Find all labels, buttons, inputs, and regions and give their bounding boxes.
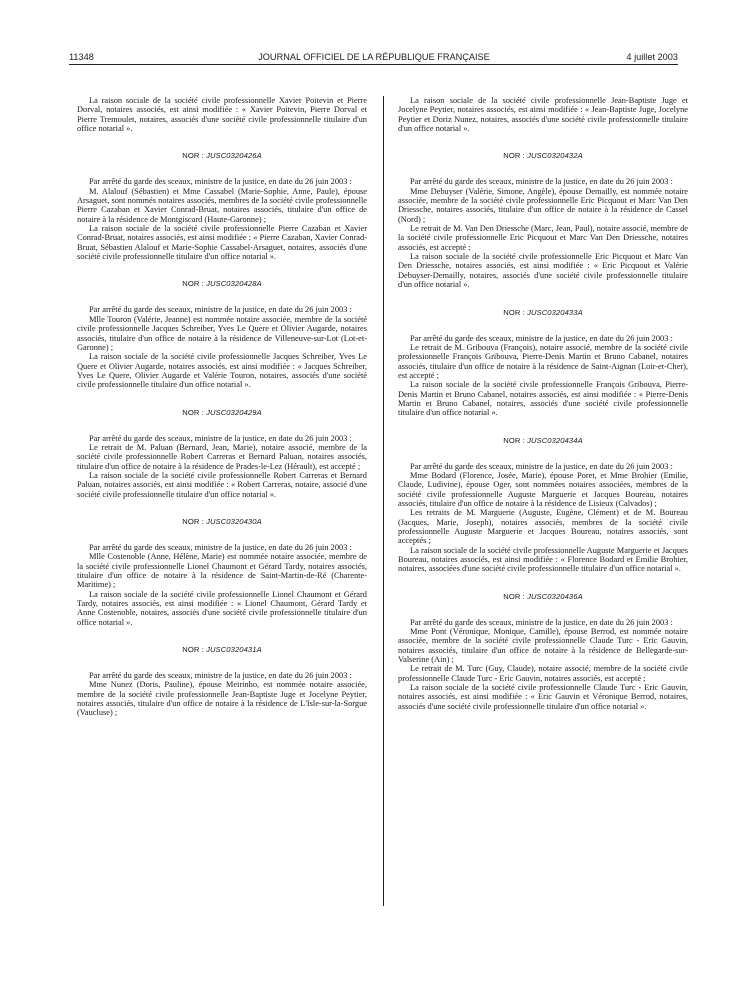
nor-reference: [398, 151, 688, 160]
header-rule: [69, 64, 678, 65]
nor-reference: [77, 408, 367, 417]
intro-paragraph: La raison sociale de la société civile professionnelle Jean-Baptiste Juge et Jocelyne Peytier, notaires associés, est ainsi modifiée : « Jean-Baptiste Juge, Jocelyne Peytier et Doriz Nunez, notaires, associés d'une société civile professionnelle titulaire d'un office notarial ».: [398, 96, 688, 134]
nor-label: NOR :: [503, 435, 525, 445]
nor-code: JUSC0320432A: [527, 151, 583, 161]
nor-code: JUSC0320431A: [206, 645, 262, 655]
decree-preamble: Par arrêté du garde des sceaux, ministre de la justice, en date du 26 juin 2003 :: [89, 542, 352, 552]
decree-section: [398, 436, 688, 574]
column-divider: [383, 96, 384, 906]
page-header: [0, 0, 748, 80]
decree-section: [77, 279, 367, 389]
nor-label: NOR :: [182, 645, 204, 655]
decree-paragraph: Mme Bodard (Florence, Josée, Marie), épouse Poret, et Mme Brohier (Emilie, Claude, Ludivine), épouse Oger, sont nommées notaires associées, membres de la société civile professionnelle Auguste Marguerie et Jacques Boureau, notaires associés, titulaire d'un office de notaire à la résidence de Lisieux (Calvados) ;: [398, 470, 688, 508]
decree-paragraph: Mlle Touron (Valérie, Jeanne) est nommée notaire associée, membre de la société civile professionnelle Jacques Schreiber, Yves Le Quere et Olivier Augarde, notaires associés, titulaire d'un office de notaire à la résidence de Villeneuve-sur-Lot (Lot-et-Garonne) ;: [77, 314, 367, 352]
right-column: [398, 96, 688, 711]
decree-paragraph: Le retrait de M. Paluan (Bernard, Jean, Marie), notaire associé, membre de la société civile professionnelle Robert Carreras et Bernard Paluan, notaires associés, titulaire d'un office de notaire à la résidence de Prades-le-Lez (Hérault), est accepté ;: [77, 442, 367, 471]
nor-reference: [77, 279, 367, 288]
decree-section: [77, 517, 367, 627]
decree-section: [398, 308, 688, 418]
decree-paragraph: Mlle Costenoble (Anne, Hélène, Marie) est nommée notaire associée, membre de la société civile professionnelle Lionel Chaumont et Gérard Tardy, notaires associés, titulaire d'un office de notaire à la résidence de Saint-Martin-de-Ré (Charente-Maritime) ;: [77, 552, 367, 590]
nor-code: JUSC0320434A: [527, 435, 583, 445]
decree-paragraph: Mme Pont (Véronique, Monique, Camille), épouse Berrod, est nommée notaire associée, membre de la société civile professionnelle Claude Turc - Eric Gauvin, notaires associés, titulaire d'un office de notaire à la résidence de Bellegarde-sur-Valserine (Ain) ;: [398, 627, 688, 665]
nor-label: NOR :: [503, 307, 525, 317]
nor-code: JUSC0320429A: [206, 407, 262, 417]
nor-reference: [398, 592, 688, 601]
decree-paragraph: Le retrait de M. Van Den Driessche (Marc, Jean, Paul), notaire associé, membre de la société civile professionnelle Eric Picquout et Marc Van Den Driessche, notaires associés, est accepté ;: [398, 224, 688, 252]
decree-preamble: Par arrêté du garde des sceaux, ministre de la justice, en date du 26 juin 2003 :: [89, 305, 352, 315]
decree-preamble: Par arrêté du garde des sceaux, ministre de la justice, en date du 26 juin 2003 :: [89, 671, 352, 681]
decree-paragraph: La raison sociale de la société civile professionnelle Lionel Chaumont et Gérard Tardy, notaires associés, est ainsi modifiée : « Lionel Chaumont, Gérard Tardy et Anne Costenoble, notaires, associés d'une société civile professionnelle titulaire d'un office notarial ».: [77, 589, 367, 627]
decree-preamble: Par arrêté du garde des sceaux, ministre de la justice, en date du 26 juin 2003 :: [410, 333, 673, 343]
nor-reference: [398, 308, 688, 317]
nor-code: JUSC0320426A: [206, 151, 262, 161]
decree-preamble: Par arrêté du garde des sceaux, ministre de la justice, en date du 26 juin 2003 :: [410, 461, 673, 471]
decree-section: [77, 151, 367, 261]
nor-code: JUSC0320430A: [206, 516, 262, 526]
nor-reference: [398, 436, 688, 445]
nor-code: JUSC0320428A: [206, 279, 262, 289]
nor-label: NOR :: [182, 407, 204, 417]
decree-paragraph: La raison sociale de la société civile professionnelle Jacques Schreiber, Yves Le Quere et Olivier Augarde, notaires associés, est ainsi modifiée : « Jacques Schreiber, Yves Le Quere, Olivier Augarde et Valérie Touron, notaires, associés d'une société civile professionnelle titulaire d'un office notarial ».: [77, 352, 367, 390]
decree-paragraph: Les retraits de M. Marguerie (Auguste, Eugène, Clément) et de M. Boureau (Jacques, Marie, Joseph), notaires associés, membres de la société civile professionnelle Auguste Marguerie et Jacques Boureau, notaires associés, sont acceptés ;: [398, 508, 688, 546]
decree-section: [77, 645, 367, 718]
nor-reference: [77, 517, 367, 526]
decree-paragraph: M. Alalouf (Sébastien) et Mme Cassabel (Marie-Sophie, Anne, Paule), épouse Arsaguet, sont nommés notaires associés, membres de la société civile professionnelle Pierre Cazaban et Xavier Conrad-Bruat, notaires associés, titulaire d'un office de notaire à la résidence de Montgiscard (Haute-Garonne) ;: [77, 186, 367, 224]
decree-preamble: Par arrêté du garde des sceaux, ministre de la justice, en date du 26 juin 2003 :: [89, 433, 352, 443]
decree-section: [398, 151, 688, 289]
nor-label: NOR :: [503, 591, 525, 601]
decree-paragraph: La raison sociale de la société civile professionnelle Robert Carreras et Bernard Paluan, notaires associés, est ainsi modifiée : « Robert Carreras, notaire, associé d'une société civile professionnelle titulaire d'un office notarial ».: [77, 470, 367, 499]
decree-paragraph: La raison sociale de la société civile professionnelle Claude Turc - Eric Gauvin, notaires associés, est ainsi modifiée : « Eric Gauvin et Véronique Berrod, notaires, associés d'une société civile professionnelle titulaire d'un office notarial ».: [398, 683, 688, 711]
nor-reference: [77, 151, 367, 160]
decree-paragraph: La raison sociale de la société civile professionnelle Pierre Cazaban et Xavier Conrad-Bruat, notaires associés, est ainsi modifiée : « Pierre Cazaban, Xavier Conrad-Bruat, Sébastien Alalouf et Marie-Sophie Cassabel-Arsaguet, notaires, associés d'une société civile professionnelle titulaire d'un office notarial ».: [77, 224, 367, 262]
nor-code: JUSC0320433A: [527, 307, 583, 317]
decree-preamble: Par arrêté du garde des sceaux, ministre de la justice, en date du 26 juin 2003 :: [89, 177, 352, 187]
journal-title: JOURNAL OFFICIEL DE LA RÉPUBLIQUE FRANÇAISE: [258, 52, 490, 62]
decree-section: [398, 592, 688, 711]
decree-paragraph: La raison sociale de la société civile professionnelle François Gribouva, Pierre-Denis Martin et Bruno Cabanel, notaires associés, est ainsi modifiée : « Pierre-Denis Martin et Bruno Cabanel, notaires, associés d'une société civile professionnelle titulaire d'un office notarial ».: [398, 380, 688, 418]
decree-paragraph: Mme Debuyser (Valérie, Simone, Angèle), épouse Demailly, est nommée notaire associée, membre de la société civile professionnelle Eric Picquout et Marc Van Den Driessche, notaires associés, titulaire d'un office de notaire à la résidence de Cassel (Nord) ;: [398, 186, 688, 224]
page-number: 11348: [69, 52, 94, 62]
left-column: [77, 96, 367, 718]
nor-label: NOR :: [182, 279, 204, 289]
nor-label: NOR :: [182, 151, 204, 161]
intro-paragraph: La raison sociale de la société civile professionnelle Xavier Poitevin et Pierre Dorval, notaires associés, est ainsi modifiée : « Xavier Poitevin, Pierre Dorval et Pierre Tremoulet, notaires, associés d'une société civile professionnelle titulaire d'un office notarial ».: [77, 96, 367, 134]
decree-paragraph: Le retrait de M. Gribouva (François), notaire associé, membre de la société civile professionnelle François Gribouva, Pierre-Denis Martin et Bruno Cabanel, notaires associés, titulaire d'un office de notaire à la résidence de Saint-Aignan (Loir-et-Cher), est accepté ;: [398, 342, 688, 380]
issue-date: 4 juillet 2003: [626, 52, 678, 62]
nor-code: JUSC0320436A: [527, 591, 583, 601]
nor-reference: [77, 645, 367, 654]
decree-paragraph: La raison sociale de la société civile professionnelle Eric Picquout et Marc Van Den Driessche, notaires associés, est ainsi modifiée : « Eric Picquout et Valérie Debuyser-Demailly, notaires, associés d'une société civile professionnelle titulaire d'un office notarial ».: [398, 252, 688, 290]
decree-section: [77, 408, 367, 499]
decree-preamble: Par arrêté du garde des sceaux, ministre de la justice, en date du 26 juin 2003 :: [410, 177, 673, 187]
decree-paragraph: Le retrait de M. Turc (Guy, Claude), notaire associé, membre de la société civile professionnelle Claude Turc - Eric Gauvin, notaires associés, est accepté ;: [398, 664, 688, 683]
nor-label: NOR :: [182, 516, 204, 526]
decree-paragraph: Mme Nunez (Doris, Pauline), épouse Meirinho, est nommée notaire associée, membre de la société civile professionnelle Jean-Baptiste Juge et Jocelyne Peytier, notaires associés, titulaire d'un office de notaire à la résidence de L'Isle-sur-la-Sorgue (Vaucluse) ;: [77, 680, 367, 718]
nor-label: NOR :: [503, 151, 525, 161]
decree-preamble: Par arrêté du garde des sceaux, ministre de la justice, en date du 26 juin 2003 :: [410, 617, 673, 627]
decree-paragraph: La raison sociale de la société civile professionnelle Auguste Marguerie et Jacques Boureau, notaires associés, est ainsi modifiée : « Florence Bodard et Emilie Brohier, notaires, associées d'une société civile professionnelle titulaire d'un office notarial ».: [398, 545, 688, 574]
